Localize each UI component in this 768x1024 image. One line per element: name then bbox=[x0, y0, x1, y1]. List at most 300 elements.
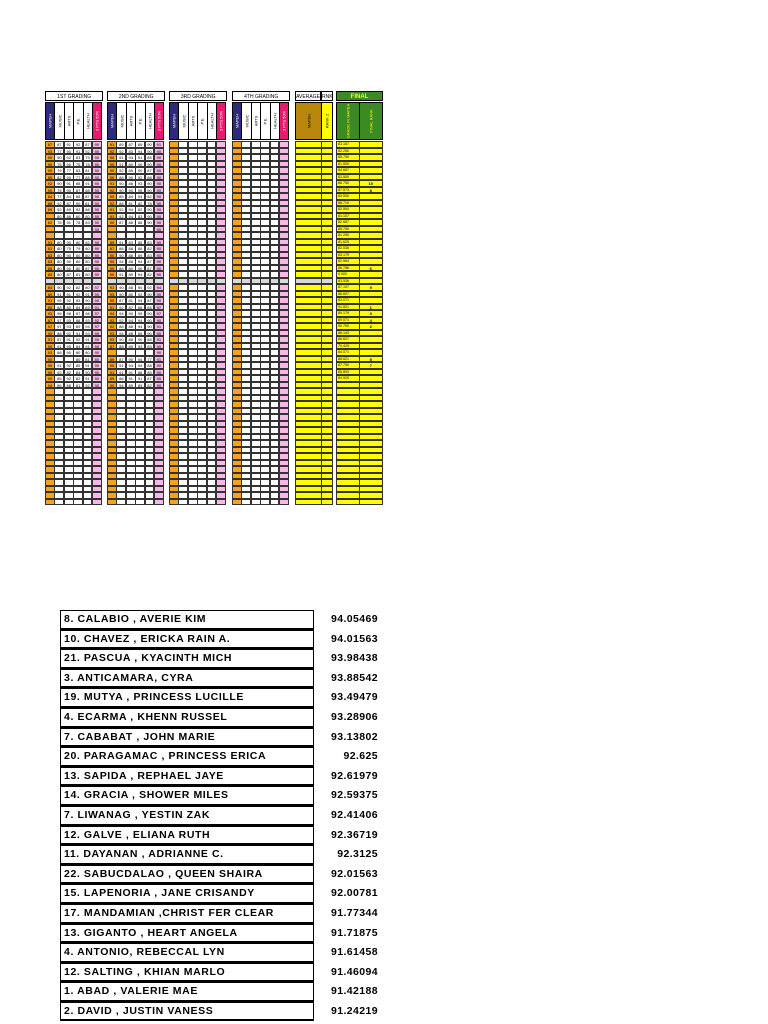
ranking-row bbox=[60, 884, 390, 904]
rank-cell bbox=[321, 499, 333, 506]
grade-cell: 92 bbox=[64, 375, 74, 382]
student-score: 92.61979 bbox=[331, 769, 378, 782]
final-grade-cell: 83.167 bbox=[336, 141, 360, 148]
grade-cell: 89 bbox=[45, 291, 55, 298]
grade-cell: 87 bbox=[145, 167, 155, 174]
final-rank-cell bbox=[359, 499, 383, 506]
grade-cell: 80 bbox=[83, 245, 93, 252]
grade-cell: 90 bbox=[83, 297, 93, 304]
grade-cell: 91 bbox=[126, 369, 136, 376]
grade-cell: 79 bbox=[73, 245, 83, 252]
column-header-label: FINAL RANK bbox=[368, 109, 374, 133]
grade-cell: 81 bbox=[126, 200, 136, 207]
student-name: 12. GALVE , ELIANA RUTH bbox=[60, 826, 314, 846]
grade-cell: 90 bbox=[135, 161, 145, 168]
grade-row bbox=[107, 499, 165, 506]
grade-cell: 87 bbox=[116, 219, 126, 226]
grade-cell: 93 bbox=[107, 330, 117, 337]
grade-cell: 88 bbox=[116, 265, 126, 272]
student-name: 4. ECARMA , KHENN RUSSEL bbox=[60, 708, 314, 728]
student-name: 12. SALTING , KHIAN MARLO bbox=[60, 963, 314, 983]
column-header-label: RANK 2 bbox=[324, 113, 330, 129]
final-grade-cell: 88.719 bbox=[336, 200, 360, 207]
average-row bbox=[295, 499, 333, 506]
student-score: 92.01563 bbox=[331, 867, 378, 880]
grade-cell: 91 bbox=[64, 291, 74, 298]
grade-cell: 90 bbox=[92, 265, 102, 272]
grade-rows bbox=[232, 141, 290, 505]
grade-cell: 88 bbox=[126, 258, 136, 265]
grade-cell: 97 bbox=[54, 317, 64, 324]
grade-cell: 89 bbox=[126, 382, 136, 389]
grade-cell: 87 bbox=[107, 343, 117, 350]
grade-cell: 90 bbox=[107, 167, 117, 174]
column-header-label: MAPEH bbox=[306, 113, 311, 129]
grade-cell: 88 bbox=[64, 382, 74, 389]
grade-cell: 91 bbox=[107, 213, 117, 220]
final-rank-cell: 7 bbox=[359, 362, 383, 369]
ranking-row bbox=[60, 963, 390, 983]
grade-cell: 82 bbox=[83, 239, 93, 246]
final-rows bbox=[336, 141, 383, 505]
grade-cell: 80 bbox=[92, 356, 102, 363]
column-header-label: P.E. bbox=[75, 117, 81, 125]
grade-cell: 80 bbox=[73, 252, 83, 259]
grade-cell: 84 bbox=[64, 193, 74, 200]
final-grade-cell: 83.536 bbox=[336, 278, 360, 285]
grade-cell: 97 bbox=[92, 284, 102, 291]
grade-cell: 90 bbox=[92, 382, 102, 389]
grade-cell: 91 bbox=[45, 297, 55, 304]
grade-cell: 88 bbox=[116, 245, 126, 252]
grade-cell: 91 bbox=[107, 284, 117, 291]
grade-cell: 90 bbox=[154, 167, 164, 174]
grade-cell: 90 bbox=[154, 239, 164, 246]
grade-cell: 83 bbox=[135, 213, 145, 220]
final-grade-cell: 83.179 bbox=[336, 252, 360, 259]
grade-cell: 80 bbox=[83, 271, 93, 278]
grade-cell: 91 bbox=[154, 336, 164, 343]
grade-cell: 77 bbox=[54, 148, 64, 155]
grade-cell: 88 bbox=[83, 206, 93, 213]
grade-cell: 90 bbox=[92, 187, 102, 194]
grade-cell: 93 bbox=[45, 148, 55, 155]
grade-cell: 88 bbox=[145, 362, 155, 369]
grade-cell: 87 bbox=[83, 141, 93, 148]
grade-cell: 94 bbox=[135, 297, 145, 304]
grade-cell: 98 bbox=[83, 310, 93, 317]
final-rank-cell: 5 bbox=[359, 356, 383, 363]
grade-cell: 91 bbox=[83, 343, 93, 350]
column-header bbox=[92, 102, 102, 140]
grade-cell: 90 bbox=[92, 252, 102, 259]
final-grade-cell: 88.821 bbox=[336, 356, 360, 363]
grade-cell: 97 bbox=[92, 323, 102, 330]
grade-cell: 90 bbox=[116, 180, 126, 187]
grade-cell: 90 bbox=[92, 271, 102, 278]
grade-cell: 90 bbox=[154, 180, 164, 187]
column-header-label: P.E. bbox=[137, 117, 143, 125]
ranking-row bbox=[60, 865, 390, 885]
grade-cell: 83 bbox=[73, 297, 83, 304]
grade-cell: 91 bbox=[107, 369, 117, 376]
column-header bbox=[154, 102, 164, 140]
grade-cell: 92 bbox=[135, 291, 145, 298]
column-header-label: MAPEH bbox=[234, 113, 240, 129]
grade-cell: 90 bbox=[107, 362, 117, 369]
grade-cell: 90 bbox=[54, 154, 64, 161]
grade-cell: 90 bbox=[92, 154, 102, 161]
average-header-row bbox=[295, 102, 333, 140]
grade-cell: 83 bbox=[126, 239, 136, 246]
grade-cell: 83 bbox=[145, 239, 155, 246]
grade-cell: 94 bbox=[126, 362, 136, 369]
student-name: 13. SAPIDA , REPHAEL JAYE bbox=[60, 767, 314, 787]
column-header-label: GRADE IN MAPEH bbox=[345, 103, 351, 139]
student-score: 93.13802 bbox=[331, 730, 378, 743]
grade-cell: 91 bbox=[73, 148, 83, 155]
grade-cell: 90 bbox=[145, 330, 155, 337]
student-name: 11. DAYANAN , ADRIANNE C. bbox=[60, 845, 314, 865]
grade-cell: 80 bbox=[54, 271, 64, 278]
grade-cell: 88 bbox=[73, 193, 83, 200]
grade-cell: 85 bbox=[135, 330, 145, 337]
grade-cell: 93 bbox=[45, 310, 55, 317]
grade-cell: 87 bbox=[64, 271, 74, 278]
student-score: 92.41406 bbox=[331, 808, 378, 821]
grade-cell bbox=[154, 499, 164, 506]
ranking-row bbox=[60, 669, 390, 689]
ranking-row bbox=[60, 708, 390, 728]
grade-cell: 90 bbox=[154, 174, 164, 181]
grade-cell: 90 bbox=[154, 369, 164, 376]
ranking-row bbox=[60, 943, 390, 963]
grading-title: 1ST GRADING bbox=[45, 91, 103, 101]
grade-cell: 90 bbox=[54, 180, 64, 187]
grade-cell: 88 bbox=[116, 174, 126, 181]
student-name: 15. LAPENORIA , JANE CRISANDY bbox=[60, 884, 314, 904]
grade-cell: 90 bbox=[64, 258, 74, 265]
grade-cell: 80 bbox=[126, 291, 136, 298]
grade-cell: 90 bbox=[92, 161, 102, 168]
grade-cell: 88 bbox=[116, 375, 126, 382]
ranking-row bbox=[60, 1002, 390, 1022]
grade-cell: 87 bbox=[64, 200, 74, 207]
column-header-label: MUSIC bbox=[57, 114, 63, 128]
grade-cell: 77 bbox=[73, 174, 83, 181]
grade-cell: 85 bbox=[45, 174, 55, 181]
student-name: 20. PARAGAMAC , PRINCESS ERICA bbox=[60, 747, 314, 767]
grade-cell: 89 bbox=[126, 343, 136, 350]
grade-cell: 92 bbox=[107, 148, 117, 155]
grade-cell: 87 bbox=[54, 336, 64, 343]
grade-cell: 80 bbox=[126, 265, 136, 272]
grade-cell: 91 bbox=[64, 219, 74, 226]
final-grade-cell: 84.667 bbox=[336, 167, 360, 174]
ranking-row bbox=[60, 649, 390, 669]
grade-cell: 90 bbox=[154, 291, 164, 298]
grade-cell: 92 bbox=[145, 284, 155, 291]
column-header-label: MUSIC bbox=[181, 114, 187, 128]
final-grade-cell: 85.750 bbox=[336, 154, 360, 161]
grade-cell: 82 bbox=[54, 174, 64, 181]
student-name: 4. ANTONIO, REBECCAL LYN bbox=[60, 943, 314, 963]
grade-cell: 90 bbox=[73, 200, 83, 207]
grade-cell: 94 bbox=[107, 310, 117, 317]
grade-cell: 90 bbox=[107, 382, 117, 389]
column-header-label: MAPEH bbox=[171, 113, 177, 129]
student-score: 91.46094 bbox=[331, 965, 378, 978]
grade-cell: 93 bbox=[83, 330, 93, 337]
grade-cell: 90 bbox=[92, 174, 102, 181]
grade-cell: 94 bbox=[126, 154, 136, 161]
grade-cell: 93 bbox=[107, 336, 117, 343]
student-name: 17. MANDAMIAN ,CHRIST FER CLEAR bbox=[60, 904, 314, 924]
column-header-label: P.E. bbox=[199, 117, 205, 125]
grade-cell: 90 bbox=[92, 258, 102, 265]
student-name: 3. ANTICAMARA, CYRA bbox=[60, 669, 314, 689]
final-grade-cell: 86.750 bbox=[336, 180, 360, 187]
grade-cell: 92 bbox=[73, 206, 83, 213]
column-header-label: HEALTH bbox=[147, 113, 153, 129]
grade-cell: 87 bbox=[126, 304, 136, 311]
grade-cell: 91 bbox=[54, 362, 64, 369]
grade-cell: 88 bbox=[54, 349, 64, 356]
grade-cell: 90 bbox=[92, 226, 102, 233]
grade-cell: 84 bbox=[73, 369, 83, 376]
grade-cell: 92 bbox=[54, 200, 64, 207]
final-rank-cell: 1 bbox=[359, 304, 383, 311]
grade-cell: 90 bbox=[107, 174, 117, 181]
column-header-label: 3 PTS 50% bbox=[281, 110, 287, 132]
grade-cell: 88 bbox=[116, 323, 126, 330]
grade-cell: 87 bbox=[73, 310, 83, 317]
grade-cell: 90 bbox=[64, 239, 74, 246]
grade-cell: 97 bbox=[92, 310, 102, 317]
grade-cell: 94 bbox=[116, 330, 126, 337]
grade-cell: 91 bbox=[45, 239, 55, 246]
grade-cell: 85 bbox=[116, 193, 126, 200]
grade-cell: 94 bbox=[116, 258, 126, 265]
grade-cell: 78 bbox=[145, 200, 155, 207]
grade-sheet bbox=[45, 91, 383, 509]
student-name: 2. DAVID , JUSTIN VANESS bbox=[60, 1002, 314, 1022]
grade-cell: 90 bbox=[64, 148, 74, 155]
student-score: 94.05469 bbox=[331, 613, 378, 625]
grade-cell: 90 bbox=[107, 154, 117, 161]
grade-cell: 92 bbox=[116, 304, 126, 311]
grade-cell: 92 bbox=[116, 148, 126, 155]
grade-cell: 90 bbox=[92, 336, 102, 343]
grade-cell: 93 bbox=[45, 349, 55, 356]
column-header-label: ARTS bbox=[190, 115, 196, 127]
column-header bbox=[279, 102, 289, 140]
column-header-label: MAPEH bbox=[109, 113, 115, 129]
final-grade-cell: 82.036 bbox=[336, 245, 360, 252]
grade-cell: 92 bbox=[92, 317, 102, 324]
grade-cell: 90 bbox=[154, 206, 164, 213]
grade-cell: 90 bbox=[116, 284, 126, 291]
final-grade-cell: 81.107 bbox=[336, 213, 360, 220]
grade-cell: 91 bbox=[73, 330, 83, 337]
grade-cell: 82 bbox=[145, 382, 155, 389]
grade-cell: 94 bbox=[135, 148, 145, 155]
grade-cell: 82 bbox=[45, 219, 55, 226]
grade-cell: 77 bbox=[54, 193, 64, 200]
grade-cell: 84 bbox=[45, 193, 55, 200]
grade-cell: 90 bbox=[45, 187, 55, 194]
grading-title: 3RD GRADING bbox=[169, 91, 227, 101]
grade-cell: 91 bbox=[116, 369, 126, 376]
grade-cell: 90 bbox=[154, 161, 164, 168]
grade-cell: 80 bbox=[73, 349, 83, 356]
student-name: 13. GIGANTO , HEART ANGELA bbox=[60, 924, 314, 944]
final-grade-cell: 0.000 bbox=[336, 271, 360, 278]
grade-cell: 89 bbox=[107, 356, 117, 363]
student-score: 91.77344 bbox=[331, 906, 378, 919]
grade-cell: 88 bbox=[135, 219, 145, 226]
grade-cell: 80 bbox=[126, 161, 136, 168]
final-grade-cell: 86.786 bbox=[336, 265, 360, 272]
grade-cell: 88 bbox=[145, 174, 155, 181]
grade-cell: 80 bbox=[83, 349, 93, 356]
grade-cell: 83 bbox=[45, 271, 55, 278]
final-rank-cell: 3 bbox=[359, 310, 383, 317]
grade-cell: 94 bbox=[126, 317, 136, 324]
grade-cell: 88 bbox=[83, 187, 93, 194]
grade-cell: 93 bbox=[64, 323, 74, 330]
column-header bbox=[359, 102, 383, 140]
grade-cell: 80 bbox=[83, 258, 93, 265]
final-header-row bbox=[336, 102, 383, 140]
grade-cell: 90 bbox=[92, 141, 102, 148]
grade-cell: 91 bbox=[116, 161, 126, 168]
grade-cell: 88 bbox=[116, 200, 126, 207]
column-header-label: ARTS bbox=[128, 115, 134, 127]
grade-cell: 97 bbox=[54, 323, 64, 330]
grade-cell: 94 bbox=[83, 323, 93, 330]
grade-cell: 90 bbox=[45, 369, 55, 376]
grade-cell: 83 bbox=[83, 304, 93, 311]
grade-cell: 88 bbox=[126, 245, 136, 252]
grade-cell: 77 bbox=[64, 167, 74, 174]
grade-cell: 85 bbox=[45, 304, 55, 311]
column-header bbox=[295, 102, 322, 140]
grade-cell: 78 bbox=[54, 219, 64, 226]
grade-cell: 90 bbox=[45, 161, 55, 168]
grade-cell: 81 bbox=[83, 167, 93, 174]
student-score: 92.36719 bbox=[331, 828, 378, 841]
grade-cell: 91 bbox=[64, 336, 74, 343]
grade-cell: 90 bbox=[154, 375, 164, 382]
student-name: 1. ABAD , VALERIE MAE bbox=[60, 982, 314, 1002]
grade-cell: 90 bbox=[145, 161, 155, 168]
grade-cell: 89 bbox=[107, 375, 117, 382]
grade-cell: 90 bbox=[92, 245, 102, 252]
grade-cell: 88 bbox=[126, 219, 136, 226]
ranking-row bbox=[60, 688, 390, 708]
grade-cell: 88 bbox=[126, 180, 136, 187]
grade-cell: 90 bbox=[107, 265, 117, 272]
grade-cell: 82 bbox=[73, 375, 83, 382]
student-score: 92.625 bbox=[343, 750, 378, 763]
grade-cell: 92 bbox=[64, 297, 74, 304]
grade-rows bbox=[107, 141, 165, 505]
grade-cell: 83 bbox=[73, 154, 83, 161]
grade-cell: 90 bbox=[107, 271, 117, 278]
final-grade-cell: 86.607 bbox=[336, 336, 360, 343]
final-grade-cell: 83.071 bbox=[336, 297, 360, 304]
grade-cell: 92 bbox=[64, 154, 74, 161]
final-grade-cell: 85.893 bbox=[336, 369, 360, 376]
grade-cell: 95 bbox=[135, 310, 145, 317]
grade-cell: 86 bbox=[45, 200, 55, 207]
student-score: 93.49479 bbox=[331, 691, 378, 704]
grade-cell: 91 bbox=[135, 375, 145, 382]
grade-cell: 91 bbox=[45, 336, 55, 343]
grade-cell: 82 bbox=[135, 200, 145, 207]
grade-cell: 90 bbox=[154, 271, 164, 278]
student-score: 91.61458 bbox=[331, 946, 378, 959]
column-header bbox=[336, 102, 360, 140]
grade-cell: 90 bbox=[92, 369, 102, 376]
ranking-row bbox=[60, 786, 390, 806]
ranking-row bbox=[60, 826, 390, 846]
grade-cell: 85 bbox=[45, 265, 55, 272]
grade-cell: 83 bbox=[145, 252, 155, 259]
grade-cell: 82 bbox=[73, 284, 83, 291]
final-grade-cell: 84.071 bbox=[336, 349, 360, 356]
grade-cell: 90 bbox=[145, 291, 155, 298]
grade-cell: 90 bbox=[92, 375, 102, 382]
column-header bbox=[216, 102, 226, 140]
grade-cell: 91 bbox=[83, 291, 93, 298]
student-score: 92.59375 bbox=[331, 789, 378, 802]
column-header-label: P.E. bbox=[262, 117, 268, 125]
grade-cell: 80 bbox=[73, 258, 83, 265]
grade-cell: 80 bbox=[73, 239, 83, 246]
grade-cell: 90 bbox=[135, 284, 145, 291]
grade-cell: 99 bbox=[92, 330, 102, 337]
student-score: 93.88542 bbox=[331, 671, 378, 684]
final-grade-cell: 82.964 bbox=[336, 258, 360, 265]
grading-title: 2ND GRADING bbox=[107, 91, 165, 101]
grading-header-row bbox=[45, 102, 103, 140]
grade-cell: 90 bbox=[154, 362, 164, 369]
final-grade-cell: 82.667 bbox=[336, 219, 360, 226]
grade-cell: 80 bbox=[73, 265, 83, 272]
final-grade-cell: 86.607 bbox=[336, 291, 360, 298]
grade-cell: 75 bbox=[64, 245, 74, 252]
grade-cell: 90 bbox=[154, 317, 164, 324]
grade-cell: 90 bbox=[154, 343, 164, 350]
student-name: 8. CALABIO , AVERIE KIM bbox=[60, 610, 314, 630]
grade-cell: 75 bbox=[54, 187, 64, 194]
grade-cell: 90 bbox=[145, 187, 155, 194]
grade-cell: 82 bbox=[64, 369, 74, 376]
grade-cell: 91 bbox=[54, 343, 64, 350]
final-grade-cell: 89.071 bbox=[336, 317, 360, 324]
grade-cell: 90 bbox=[154, 200, 164, 207]
grade-cell: 89 bbox=[45, 206, 55, 213]
grade-cell: 90 bbox=[145, 323, 155, 330]
grade-cell: 85 bbox=[145, 304, 155, 311]
final-grade-cell bbox=[336, 499, 360, 506]
grade-cell: 90 bbox=[45, 167, 55, 174]
grade-cell: 87 bbox=[107, 245, 117, 252]
grade-cell: 83 bbox=[45, 252, 55, 259]
grade-cell: 91 bbox=[116, 362, 126, 369]
